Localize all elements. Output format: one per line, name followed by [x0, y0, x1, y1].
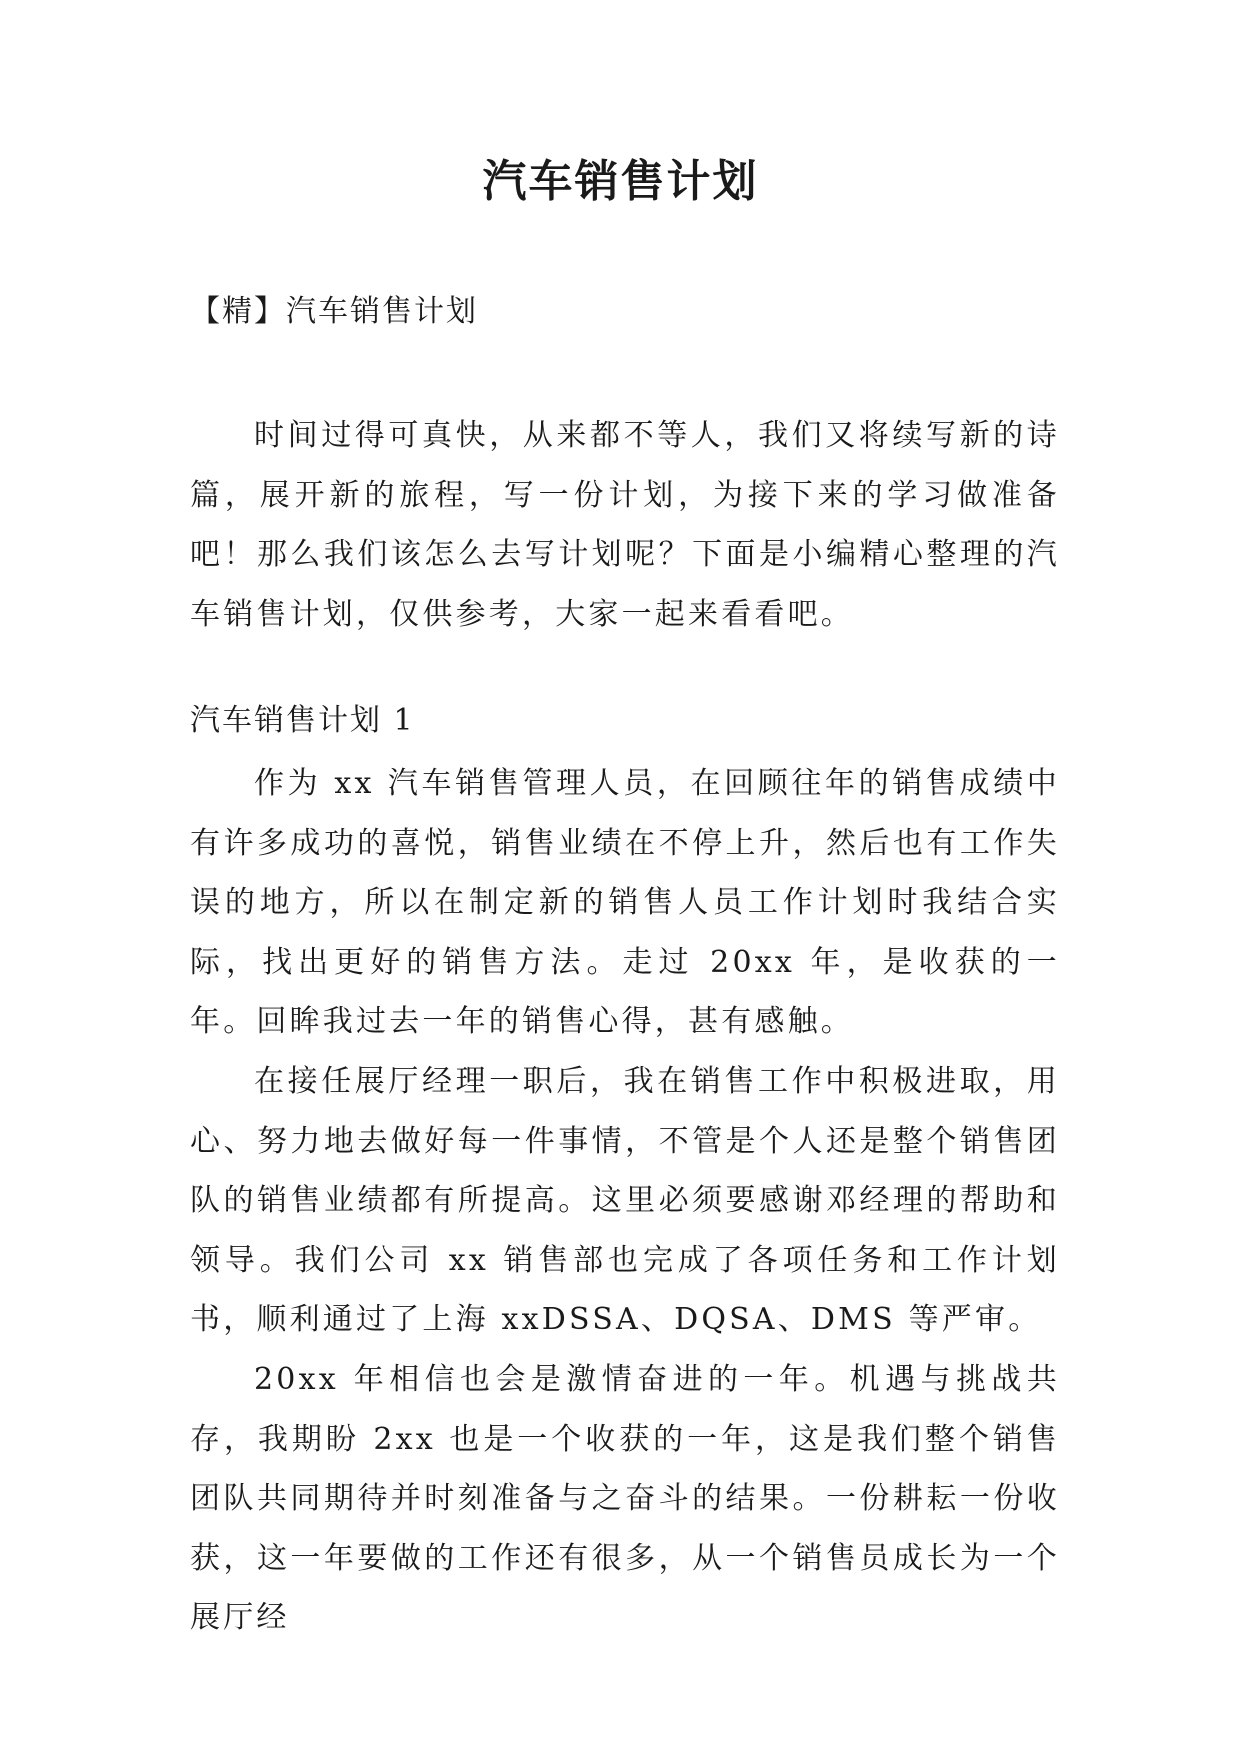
- body-paragraph: 20xx 年相信也会是激情奋进的一年。机遇与挑战共存，我期盼 2xx 也是一个收获的一年，这是我们整个销售团队共同期待并时刻准备与之奋斗的结果。一份耕耘一份收获，这一年要做的工作还有很多，从一个销售员成长为一个展厅经: [190, 1362, 1060, 1635]
- document-title: 汽车销售计划: [482, 156, 759, 207]
- intro-paragraph: 时间过得可真快，从来都不等人，我们又将续写新的诗篇，展开新的旅程，写一份计划，为接下来的学习做准备吧！那么我们该怎么去写计划呢？下面是小编精心整理的汽车销售计划，仅供参考，大家一起来看看吧。: [190, 418, 1060, 632]
- body-paragraph: 在接任展厅经理一职后，我在销售工作中积极进取，用心、努力地去做好每一件事情，不管是个人还是整个销售团队的销售业绩都有所提高。这里必须要感谢邓经理的帮助和领导。我们公司 xx 销售部也完成了各项任务和工作计划书，顺利通过了上海 xxDSSA、DQSA、DMS 等严审。: [190, 1064, 1060, 1337]
- body-paragraph: 作为 xx 汽车销售管理人员，在回顾往年的销售成绩中有许多成功的喜悦，销售业绩在不停上升，然后也有工作失误的地方，所以在制定新的销售人员工作计划时我结合实际，找出更好的销售方法。走过 20xx 年，是收获的一年。回眸我过去一年的销售心得，甚有感触。: [190, 766, 1060, 1039]
- document-subtitle: 【精】汽车销售计划: [190, 294, 478, 329]
- section-heading: 汽车销售计划 1: [190, 703, 415, 738]
